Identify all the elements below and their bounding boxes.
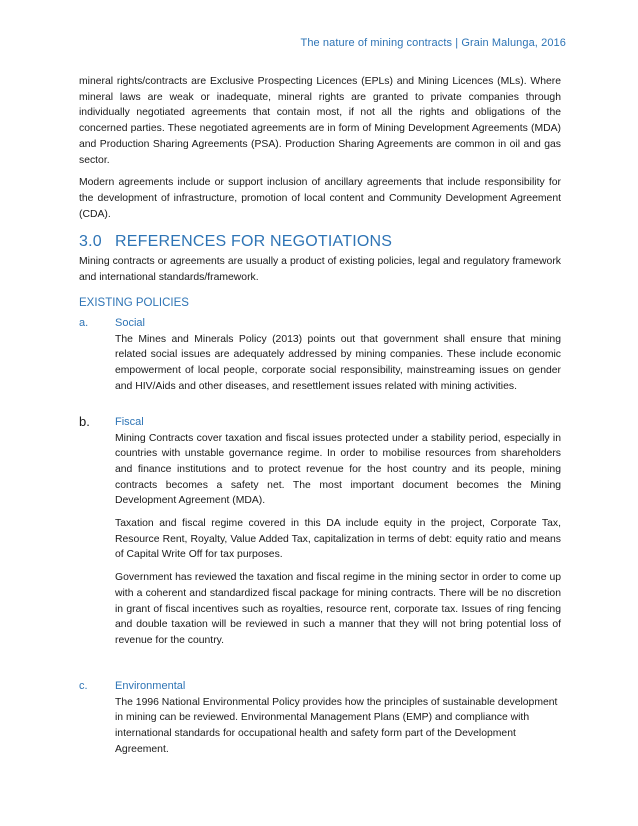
section-lead: Mining contracts or agreements are usually a product of existing policies, legal and regulatory framework and international standards/framework. (79, 256, 561, 284)
item-heading-environmental (79, 678, 561, 694)
document-body (79, 74, 561, 765)
item-body-fiscal (115, 431, 561, 649)
intro-paragraph-1: mineral rights/contracts are Exclusive Prospecting Licences (EPLs) and Mining Licences (MLs). Where mineral laws are weak or inadequate, mineral rights are granted to private companies through individually negotiated agreements that contain most, if not all the rights and obligations of the concerned parties. These negotiated agreements are in form of Mining Development Agreements (MDA) and Production Sharing Agreements (PSA). Production Sharing Agreements are common in oil and gas sector. (79, 76, 561, 166)
item-heading-social (79, 315, 561, 331)
item-title: Environmental (115, 679, 186, 692)
fiscal-paragraph-2: Taxation and fiscal regime covered in this DA include equity in the project, Corporate Tax, Resource Rent, Royalty, Value Added Tax, capitalization in terms of debt: equity ratio and means of Capital Write Off for tax purposes. (115, 518, 561, 561)
item-letter: c. (79, 679, 88, 692)
item-heading-fiscal (79, 414, 561, 430)
item-title: Social (115, 316, 145, 329)
social-paragraph: The Mines and Minerals Policy (2013) points out that government shall ensure that mining related social issues are adequately addressed by mining companies. These include economic empowerment of local people, corporate social responsibility, mainstreaming issues on gender and HIV/Aids and other diseases, and resettlement issues related with mining activities. (115, 333, 561, 392)
item-letter: a. (79, 316, 89, 329)
section-title: REFERENCES FOR NEGOTIATIONS (115, 233, 393, 251)
section-number: 3.0 (79, 233, 102, 251)
fiscal-paragraph-1: Mining Contracts cover taxation and fiscal issues protected under a stability period, especially in countries with unstable governance regime. In order to mobilise resources from shareholders and finance institutions and to protect revenue for the host country and its people, mining contracts becomes a safety net. The most important document becomes the Mining Development Agreement (MDA). (115, 432, 561, 507)
subheading-existing-policies: EXISTING POLICIES (79, 296, 189, 309)
item-body-social (115, 332, 561, 395)
item-letter: b. (79, 413, 90, 429)
intro-paragraph-2: Modern agreements include or support inclusion of ancillary agreements that include responsibility for the development of infrastructure, promotion of local content and Community Development Agreement (CDA). (79, 177, 561, 220)
section-heading (79, 232, 561, 252)
fiscal-paragraph-3: Government has reviewed the taxation and fiscal regime in the mining sector in order to come up with a coherent and standardized fiscal package for mining contracts. There will be no discretion in grant of fiscal incentives such as royalties, resource rent, corporate tax. Issues of ring fencing and double taxation will be reviewed in such a manner that they will not bring potential loss of revenue for the country. (115, 572, 561, 646)
running-header: The nature of mining contracts | Grain Malunga, 2016 (300, 37, 566, 49)
environmental-paragraph: The 1996 National Environmental Policy provides how the principles of sustainable development in mining can be reviewed. Environmental Management Plans (EMP) and compliance with international standards for occupational health and safety form part of the Development Agreement. (115, 696, 558, 755)
item-body-environmental (115, 695, 561, 758)
item-title: Fiscal (115, 415, 144, 428)
